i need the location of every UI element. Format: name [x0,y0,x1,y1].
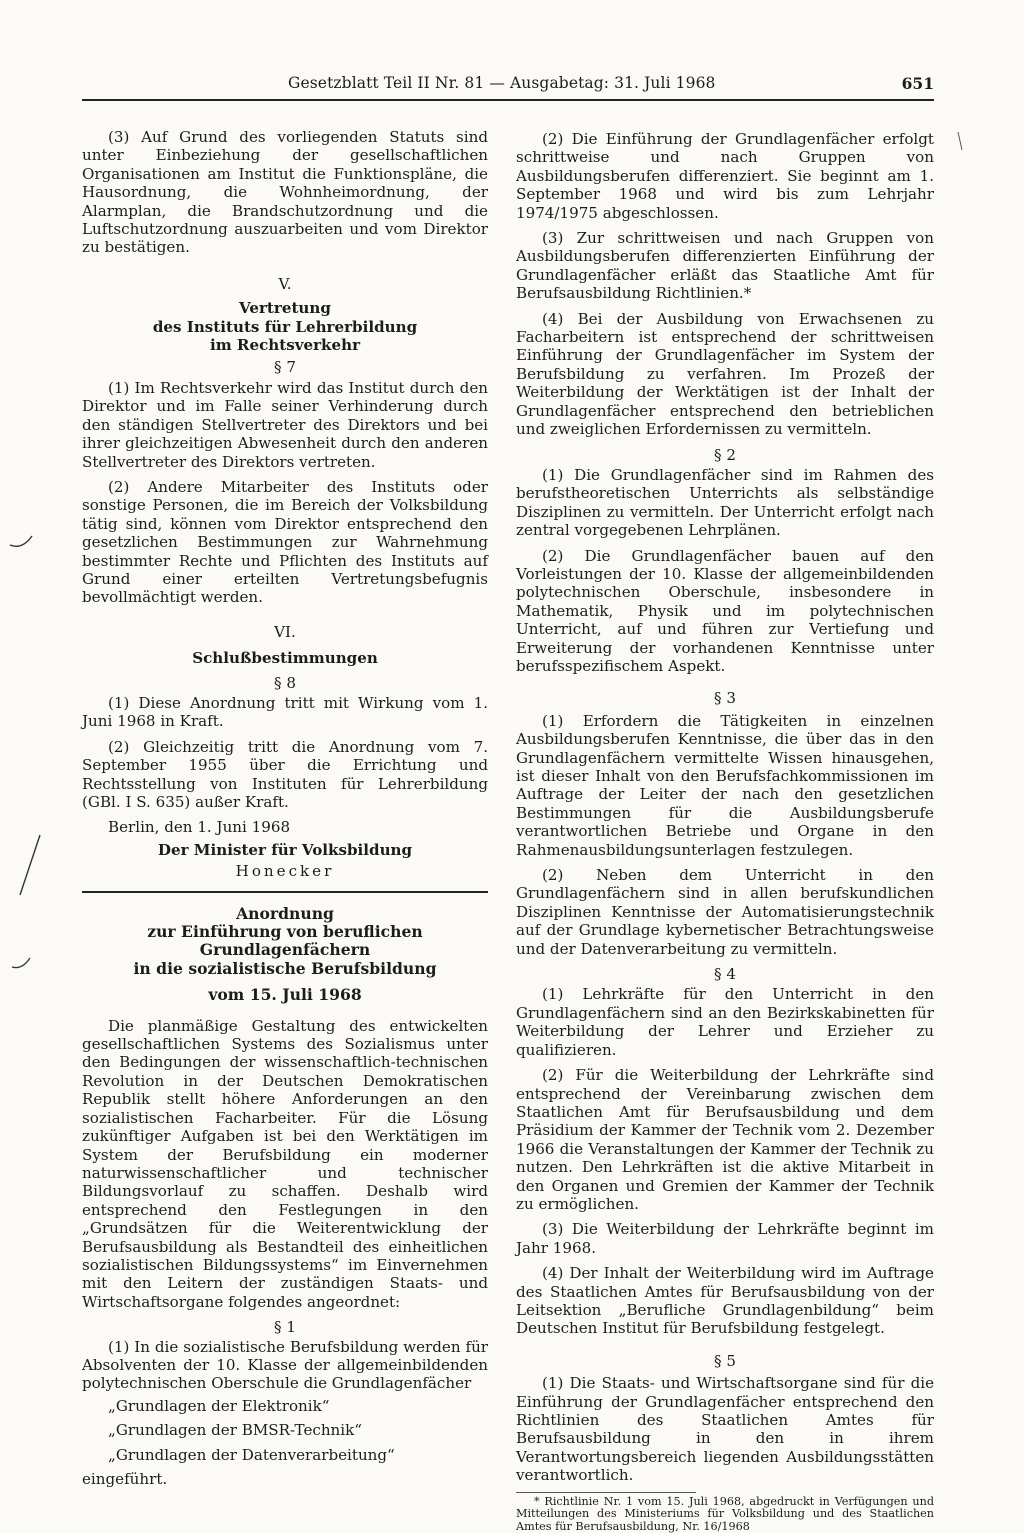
subject-item-bmsr: „Grundlagen der BMSR-Technik“ [108,1421,362,1440]
header-rule [82,99,934,101]
subject-item-data-processing: „Grundlagen der Datenverarbeitung“ [108,1445,395,1464]
page-number: 651 [901,74,934,93]
section-divider [82,891,488,893]
paragraph-8-1: (1) Diese Anordnung tritt mit Wirkung vom 1. Juni 1968 in Kraft. [82,693,488,731]
paragraph-5-1: (1) Die Staats- und Wirtschaftsorgane sind für die Einführung der Grundlagenfächer entsprechend den Richtlinien des Staatlichen Amtes für Berufsausbildung in den in ihrem Verantwortungsbereich liegenden Ausbildungsstätten verantwortlich. [516,1374,934,1485]
paragraph-1-4: (4) Bei der Ausbildung von Erwachsenen zu Facharbeitern ist entsprechend der schrittweisen Einführung der Grundlagenfächer im System der Berufsbildung zu verfahren. Im Prozeß der Weiterbildung der Werktätigen ist der Inhalt der Grundlagenfächer entsprechend den betrieblichen und zweiglichen Erfordernissen zu vermitteln. [516,309,934,439]
paragraph-3-2: (2) Neben dem Unterricht in den Grundlagenfächern sind in allen berufskundlichen Disziplinen Kenntnisse der Automatisierungstechnik auf der Grundlage kybernetischer Betrachtungsweise und der Datenverarbeitung zu vermitteln. [516,866,934,958]
left-column [82,128,488,1488]
paragraph-4-heading: § 4 [714,965,736,984]
margin-mark-curve-1 [10,536,32,546]
paragraph-3-heading: § 3 [714,689,736,708]
page-header [82,72,934,98]
paragraph-7-heading: § 7 [274,358,296,377]
margin-mark-tick [958,132,962,150]
section-5-title-line2: des Instituts für Lehrerbildung [152,317,418,336]
section-6-title: Schlußbestimmungen [192,649,378,668]
paragraph-4-1: (1) Lehrkräfte für den Unterricht in den Grundlagenfächern sind an den Bezirkskabinetten für Weiterbildung der Lehrer und Erzieher zu qualifizieren. [516,985,934,1059]
ordinance-title-line2: zur Einführung von beruflichen Grundlagenfächern [147,922,423,960]
subject-item-electronics: „Grundlagen der Elektronik“ [108,1396,330,1415]
margin-mark-line [20,835,40,895]
right-column [516,130,934,1533]
paragraph-1-ending: eingeführt. [82,1470,168,1488]
section-5-number: V. [278,274,292,293]
paragraph-1-3: (3) Zur schrittweisen und nach Gruppen von Ausbildungsberufen differenzierten Einführung der Grundlagenfächer erläßt das Staatliche Amt für Berufsausbildung Richtlinien.* [516,229,934,303]
signer-title: Der Minister für Volksbildung [157,840,413,859]
ordinance-title-line3: in die sozialistische Berufsbildung [133,958,437,978]
footnote: * Richtlinie Nr. 1 vom 15. Juli 1968, abgedruckt in Verfügungen und Mitteilungen des Ministeriums für Volksbildung und des Staatlichen Amtes für Berufsausbildung, Nr. 16/1968 [516,1494,934,1533]
paragraph-8-heading: § 8 [274,673,296,692]
paragraph-4-3: (3) Die Weiterbildung der Lehrkräfte beginnt im Jahr 1968. [516,1220,934,1257]
paragraph-4-2: (2) Für die Weiterbildung der Lehrkräfte sind entsprechend der Vereinbarung zwischen dem Staatlichen Amt für Berufsausbildung und dem Präsidium der Kammer der Technik vom 2. Dezember 1966 die Veranstaltungen der Kammer der Technik zu nutzen. Den Lehrkräften ist die aktive Mitarbeit in den Organen und Gremien der Kammer der Technik zu ermöglichen. [516,1066,934,1213]
paragraph-1-2: (2) Die Einführung der Grundlagenfächer erfolgt schrittweise und nach Gruppen von Ausbildungsberufen differenziert. Sie beginnt am 1. September 1968 und wird bis zum Lehrjahr 1974/1975 abgeschlossen. [516,130,934,222]
paragraph-4-4: (4) Der Inhalt der Weiterbildung wird im Auftrage des Staatlichen Amtes für Berufsausbildung von der Leitsektion „Berufliche Grundlagenbildung“ beim Deutschen Institut für Berufsbildung festgelegt. [516,1264,934,1338]
paragraph-1-heading: § 1 [274,1318,296,1337]
paragraph-1-1: (1) In die sozialistische Berufsbildung werden für Absolventen der 10. Klasse der allgemeinbildenden polytechnischen Oberschule die Grundlagenfächer [82,1337,488,1393]
paragraph-7-1: (1) Im Rechtsverkehr wird das Institut durch den Direktor und im Falle seiner Verhinderung durch den ständigen Stellvertreter des Direktors und bei ihrer gleichzeitigen Abwesenheit durch den anderen Stellvertreter des Direktors vertreten. [82,378,488,471]
paragraph-2-2: (2) Die Grundlagenfächer bauen auf den Vorleistungen der 10. Klasse der allgemeinbildenden polytechnischen Oberschule, insbesondere in Mathematik, Physik und im polytechnischen Unterricht, auf und führen zur Vertiefung und Erweiterung der vorhandenen Kenntnisse unter berufsspezifischem Aspekt. [516,546,934,675]
paragraph-7-2: (2) Andere Mitarbeiter des Instituts oder sonstige Personen, die im Bereich der Volksbildung tätig sind, können vom Direktor entsprechend den gesetzlichen Bestimmungen zur Wahrnehmung bestimmter Rechte und Pflichten des Instituts auf Grund einer erteilten Vertretungsbefugnis bevollmächtigt werden. [82,477,488,607]
section-5-title-line3: im Rechtsverkehr [209,336,361,355]
section-5-title-line1: Vertretung [239,299,331,318]
signer-name: Honecker [235,862,335,881]
paragraph-2-heading: § 2 [714,445,736,464]
paragraph-3-1: (1) Erfordern die Tätigkeiten in einzelnen Ausbildungsberufen Kenntnisse, die über das in den Grundlagenfächern vermittelte Wissen hinausgehen, ist dieser Inhalt von den Berufsfachkommissionen im Auftrage der Leiter der nach den gesetzlichen Bestimmungen für die Ausbildungsberufe verantwortlichen Betriebe und Organe in den Rahmenausbildungsunterlagen festzulegen. [516,711,934,859]
ordinance-title-line1: Anordnung [236,903,334,923]
gazette-title: Gesetzblatt Teil II Nr. 81 — Ausgabetag: 31. Juli 1968 [288,74,716,92]
ordinance-date: vom 15. Juli 1968 [208,985,362,1005]
section-6-number: VI. [274,622,296,641]
paragraph-5-heading: § 5 [714,1351,736,1370]
place-date: Berlin, den 1. Juni 1968 [108,818,291,837]
statute-paragraph: (3) Auf Grund des vorliegenden Statuts sind unter Einbeziehung der gesellschaftlichen Organisationen am Institut die Funktionspläne, die Hausordnung, die Wohnheimordnung, der Alarmplan, die Brandschutzordnung und die Luftschutzordnung auszuarbeiten und vom Direktor zu bestätigen. [82,128,488,257]
preamble: Die planmäßige Gestaltung des entwickelten gesellschaftlichen Systems des Sozialismus unter den Bedingungen der wissenschaftlich-technischen Revolution in der Deutschen Demokratischen Republik stellt höhere Anforderungen an den sozialistischen Facharbeiter. Für die Lösung zukünftiger Aufgaben ist bei den Werktätigen im System der Berufsbildung ein moderner naturwissenschaftlicher und technischer Bildungsvorlauf zu schaffen. Deshalb wird entsprechend den Festlegungen in den „Grundsätzen für die Weiterentwicklung der Berufsausbildung als Bestandteil des einheitlichen sozialistischen Bildungssystems“ im Einvernehmen mit den Leitern der zuständigen Staats- und Wirtschaftsorgane folgendes angeordnet: [82,1016,488,1311]
paragraph-8-2: (2) Gleichzeitig tritt die Anordnung vom 7. September 1955 über die Errichtung und Rechtsstellung von Instituten für Lehrerbildung (GBl. I S. 635) außer Kraft. [82,737,488,811]
paragraph-2-1: (1) Die Grundlagenfächer sind im Rahmen des berufstheoretischen Unterrichts als selbständige Disziplinen zu vermitteln. Der Unterricht erfolgt nach zentral vorgegebenen Lehrplänen. [516,465,934,540]
margin-mark-curve-2 [12,958,30,968]
